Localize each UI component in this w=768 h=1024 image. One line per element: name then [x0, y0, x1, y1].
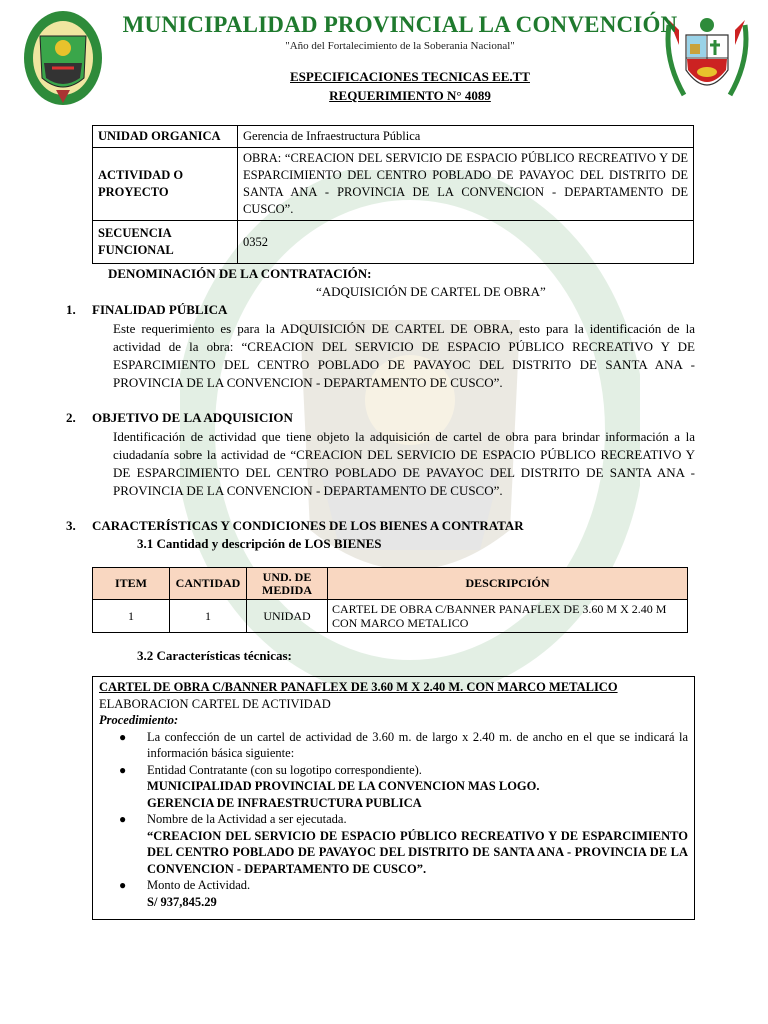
section-title: OBJETIVO DE LA ADQUISICION	[92, 410, 293, 425]
subsection-heading: 3.2 Características técnicas:	[137, 648, 292, 663]
requirement-number: REQUERIMIENTO N° 4089	[329, 88, 491, 103]
list-item	[99, 729, 688, 762]
section-body: Este requerimiento es para la ADQUISICIÓN DE CARTEL DE OBRA, esto para la identificación de la actividad de la obra: “CREACION DEL SERVICIO DE ESPACIO PÚBLICO RECREATIVO Y DE ESPARCIMIENTO DEL CENTRO POBLADO DE PAVAYOC DEL DISTRITO DE SANTA ANA - PROVINCIA DE LA CONVENCION - DEPARTAMENTO DE CUSCO”.	[113, 321, 695, 390]
technical-box	[92, 676, 695, 920]
goods-header: DESCRIPCIÓN	[328, 568, 688, 600]
section-number: 3.	[66, 518, 76, 533]
goods-header: CANTIDAD	[170, 568, 247, 600]
info-value: 0352	[238, 221, 694, 264]
table-row	[93, 600, 688, 633]
subsection-heading: 3.1 Cantidad y descripción de LOS BIENES	[137, 536, 382, 551]
bullet-bold-line: MUNICIPALIDAD PROVINCIAL DE LA CONVENCION MAS LOGO.	[147, 779, 540, 793]
tech-subtitle: ELABORACION CARTEL DE ACTIVIDAD	[99, 696, 331, 711]
goods-cell: UNIDAD	[247, 600, 328, 633]
bullet-bold-line: “CREACION DEL SERVICIO DE ESPACIO PÚBLICO RECREATIVO Y DE ESPARCIMIENTO DEL CENTRO POBLADO DE PAVAYOC DEL DISTRITO DE SANTA ANA - PROVINCIA DE LA CONVENCION - DEPARTAMENTO DE CUSCO”.	[147, 828, 688, 876]
section-body: Identificación de actividad que tiene objeto la adquisición de cartel de obra para brindar información a la ciudadanía sobre la actividad de “CREACION DEL SERVICIO DE ESPACIO PÚBLICO RECREATIVO Y DE ESPARCIMIENTO DEL CENTRO POBLADO DE PAVAYOC DEL DISTRITO DE SANTA ANA - PROVINCIA DE LA CONVENCION - DEPARTAMENTO DE CUSCO”.	[113, 429, 695, 498]
info-label: UNIDAD ORGANICA	[93, 126, 238, 148]
tech-title: CARTEL DE OBRA C/BANNER PANAFLEX DE 3.60 M X 2.40 M. CON MARCO METALICO	[99, 680, 618, 694]
list-item	[99, 877, 688, 910]
section-title: FINALIDAD PÚBLICA	[92, 302, 228, 317]
denominacion-value: “ADQUISICIÓN DE CARTEL DE OBRA”	[316, 284, 546, 299]
info-row	[93, 221, 694, 264]
info-label: ACTIVIDAD O PROYECTO	[93, 148, 238, 221]
goods-table	[92, 567, 688, 633]
goods-cell: 1	[170, 600, 247, 633]
goods-cell: 1	[93, 600, 170, 633]
bullet-text: La confección de un cartel de actividad de 3.60 m. de largo x 2.40 m. de ancho en el que se indicará la información básica siguiente:	[147, 729, 688, 760]
bullet-icon: ●	[119, 878, 127, 892]
goods-cell: CARTEL DE OBRA C/BANNER PANAFLEX DE 3.60 M X 2.40 M CON MARCO METALICO	[328, 600, 688, 633]
info-label: SECUENCIA FUNCIONAL	[93, 221, 238, 264]
spec-heading: ESPECIFICACIONES TECNICAS EE.TT	[290, 69, 530, 84]
info-row	[93, 148, 694, 221]
list-item	[99, 762, 688, 812]
bullet-bold-line: GERENCIA DE INFRAESTRUCTURA PUBLICA	[147, 795, 422, 810]
bullet-text: Monto de Actividad.	[147, 878, 251, 892]
procedure-label: Procedimiento:	[99, 713, 179, 727]
denominacion-label: DENOMINACIÓN DE LA CONTRATACIÓN:	[108, 266, 372, 281]
goods-header: UND. DE MEDIDA	[247, 568, 328, 600]
bullet-text: Entidad Contratante (con su logotipo correspondiente).	[147, 762, 422, 777]
bullet-icon: ●	[119, 812, 127, 826]
bullet-icon: ●	[119, 729, 127, 744]
section-title: CARACTERÍSTICAS Y CONDICIONES DE LOS BIENES A CONTRATAR	[92, 518, 524, 533]
info-row	[93, 126, 694, 148]
info-value: Gerencia de Infraestructura Pública	[238, 126, 694, 148]
goods-header: ITEM	[93, 568, 170, 600]
bullet-icon: ●	[119, 762, 127, 777]
page-subtitle: "Año del Fortalecimiento de la Soberania Nacional"	[285, 40, 515, 52]
bullet-text: Nombre de la Actividad a ser ejecutada.	[147, 812, 347, 826]
info-table	[92, 125, 694, 264]
section-number: 2.	[66, 410, 76, 425]
list-item	[99, 811, 688, 877]
page-title: MUNICIPALIDAD PROVINCIAL LA CONVENCIÓN	[122, 12, 678, 37]
section-number: 1.	[66, 302, 76, 317]
municipal-logo	[22, 8, 104, 108]
bullet-bold-line: S/ 937,845.29	[147, 894, 217, 909]
info-value: OBRA: “CREACION DEL SERVICIO DE ESPACIO PÚBLICO RECREATIVO Y DE ESPARCIMIENTO DEL CENTRO POBLADO DE PAVAYOC DEL DISTRITO DE SANTA ANA - PROVINCIA DE LA CONVENCION - DEPARTAMENTO DE CUSCO”.	[238, 148, 694, 221]
